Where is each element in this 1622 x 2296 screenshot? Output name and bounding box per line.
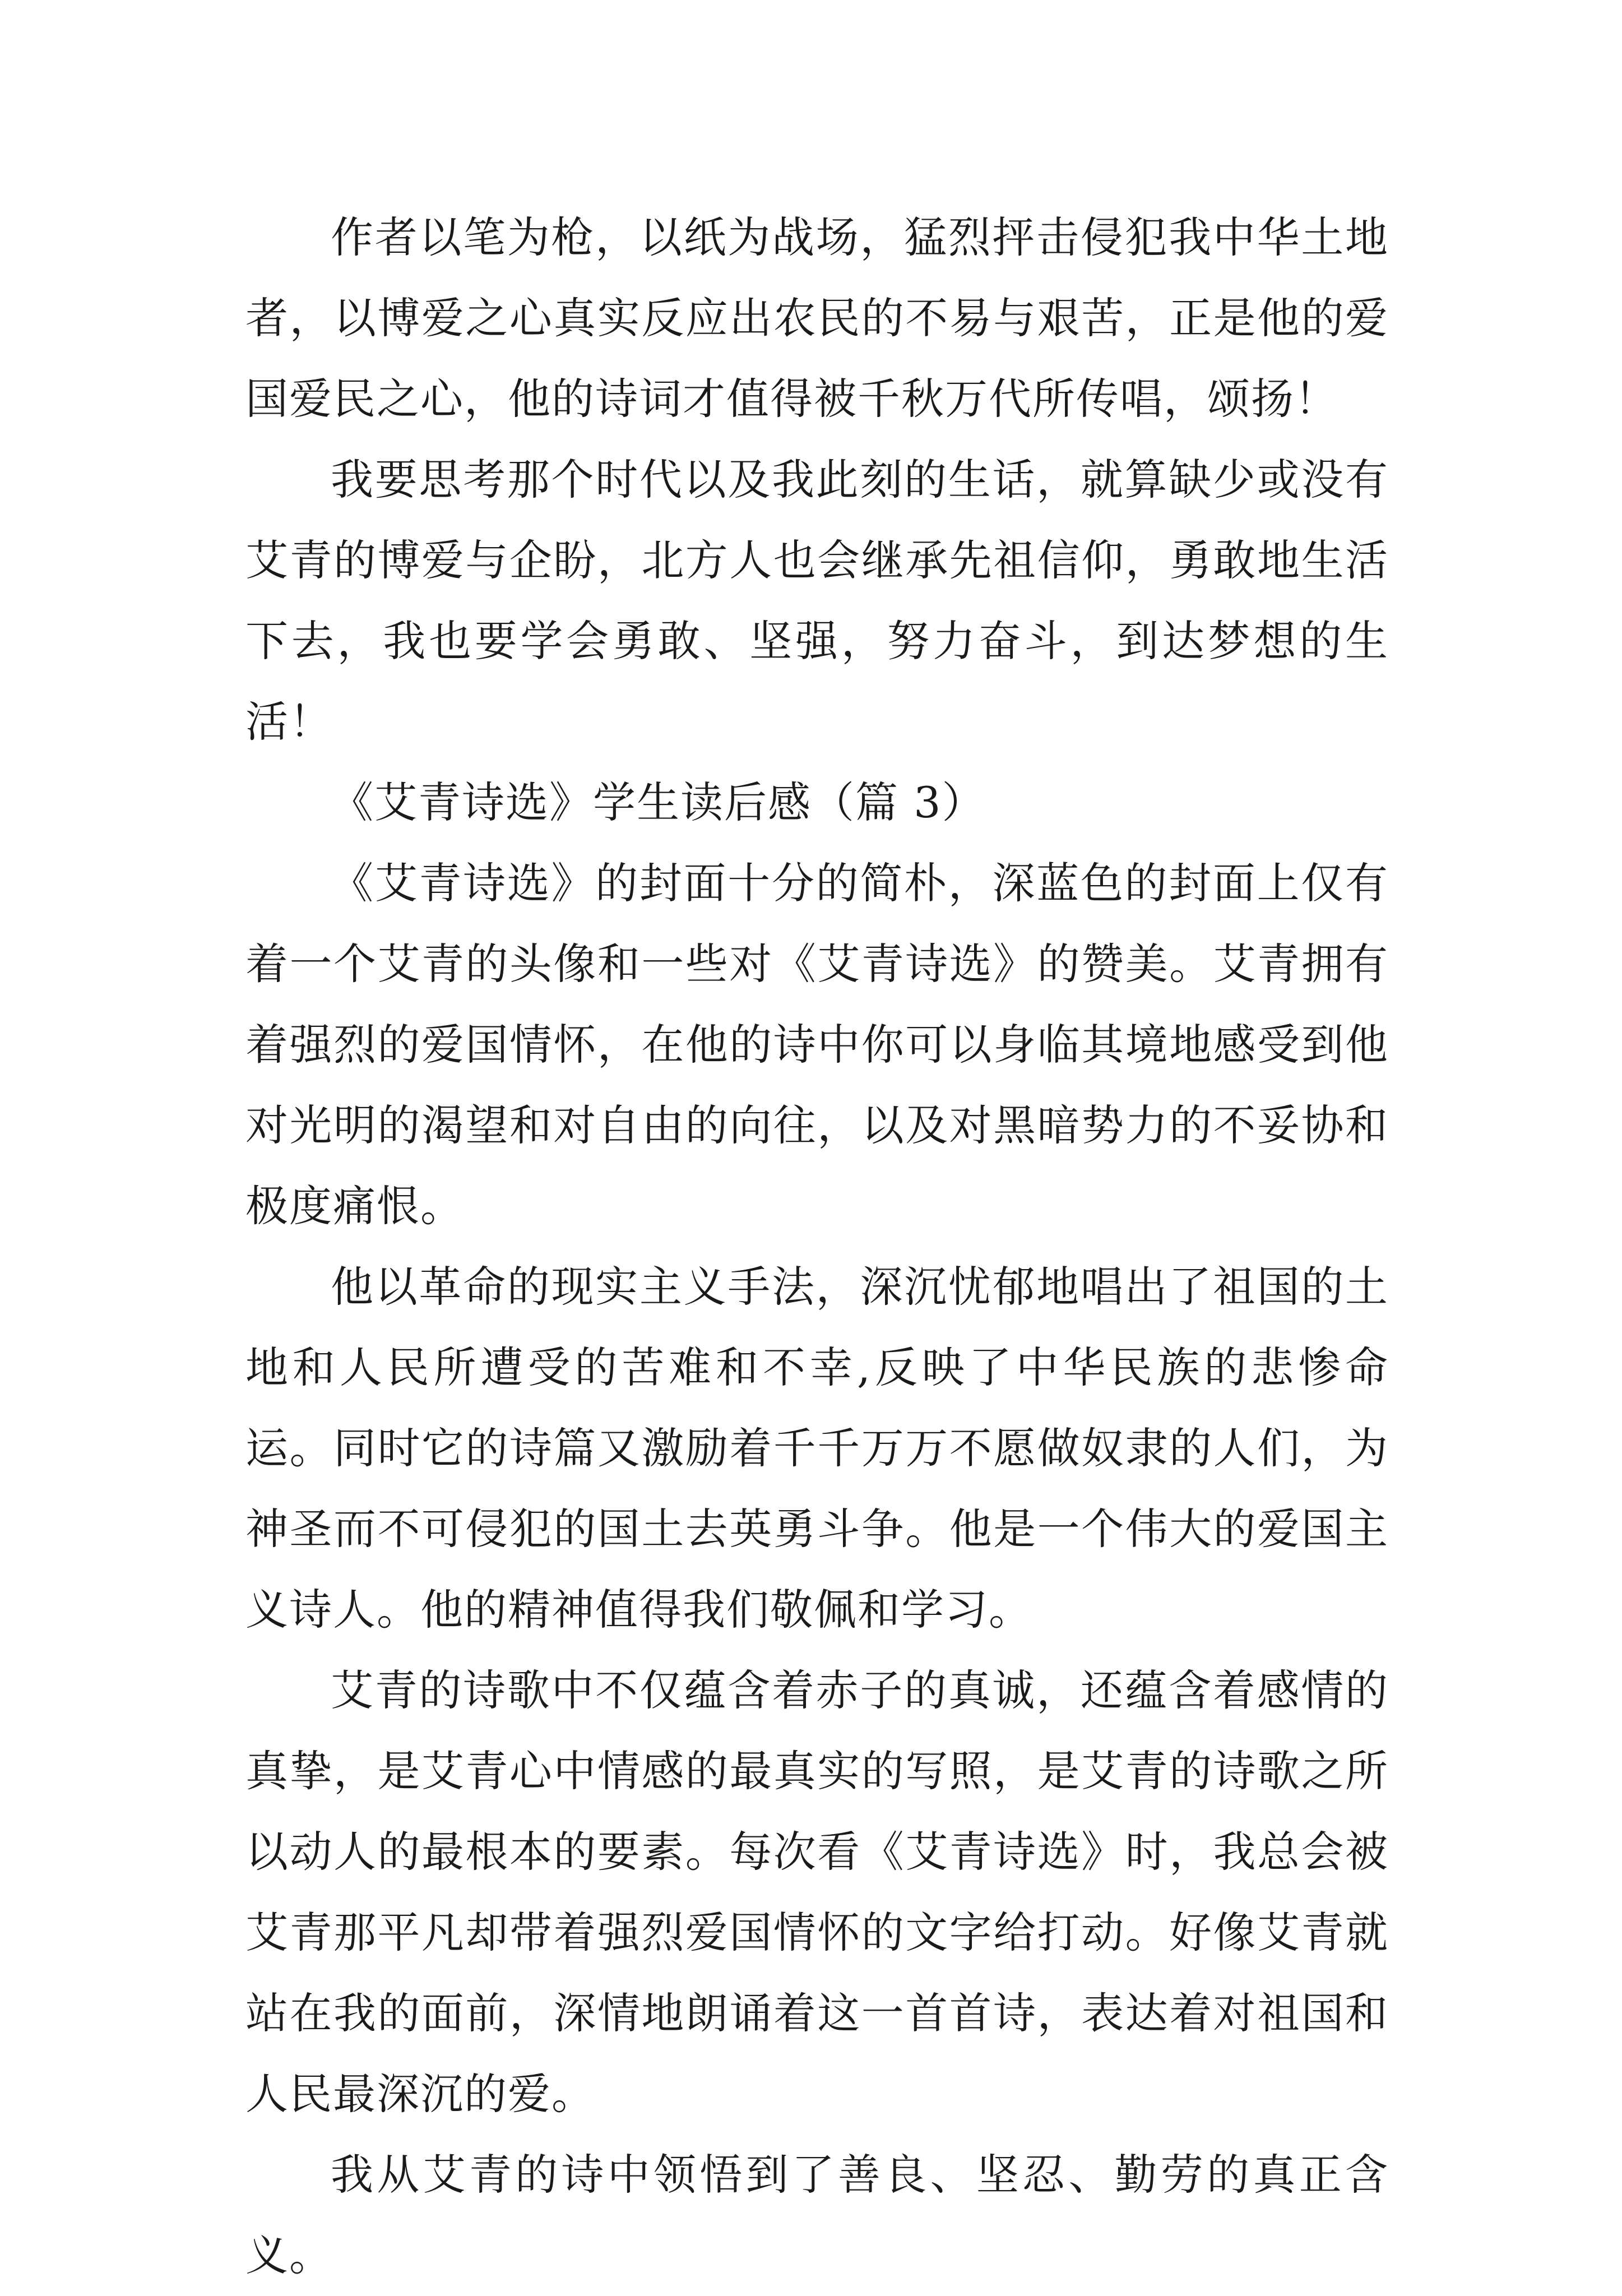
section-heading: 《艾青诗选》学生读后感（篇 3） [331,777,986,827]
paragraph-realism: 他以革命的现实主义手法，深沉忧郁地唱出了祖国的土地和人民所遭受的苦难和不幸,反映了中华民族的悲惨命运。同时它的诗篇又激励着千千万万不愿做奴隶的人们，为神圣而不可侵犯的国土去英勇斗争。他是一个伟大的爱国主义诗人。他的精神值得我们敬佩和学习。 [245,1262,1389,1635]
paragraph-reflection-life: 我要思考那个时代以及我此刻的生话，就算缺少或没有艾青的博爱与企盼，北方人也会继承先祖信仰，勇敢地生活下去，我也要学会勇敢、坚强，努力奋斗，到达梦想的生活！ [245,455,1389,747]
paragraph-book-cover: 《艾青诗选》的封面十分的简朴，深蓝色的封面上仅有着一个艾青的头像和一些对《艾青诗选》的赞美。艾青拥有着强烈的爱国情怀，在他的诗中你可以身临其境地感受到他对光明的渴望和对自由的向往，以及对黑暗势力的不妥协和极度痛恨。 [245,858,1389,1231]
paragraph-sincerity: 艾青的诗歌中不仅蕴含着赤子的真诚，还蕴含着感情的真挚，是艾青心中情感的最真实的写照，是艾青的诗歌之所以动人的最根本的要素。每次看《艾青诗选》时，我总会被艾青那平凡却带着强烈爱国情怀的文字给打动。好像艾青就站在我的面前，深情地朗诵着这一首首诗，表达着对祖国和人民最深沉的爱。 [245,1665,1389,2119]
paragraph-virtues: 我从艾青的诗中领悟到了善良、坚忍、勤劳的真正含义。 [245,2150,1389,2280]
document-body [245,197,1389,2296]
paragraph-author-patriotism: 作者以笔为枪，以纸为战场，猛烈抨击侵犯我中华土地者，以博爱之心真实反应出农民的不易与艰苦，正是他的爱国爱民之心，他的诗词才值得被千秋万代所传唱，颂扬！ [245,212,1389,424]
